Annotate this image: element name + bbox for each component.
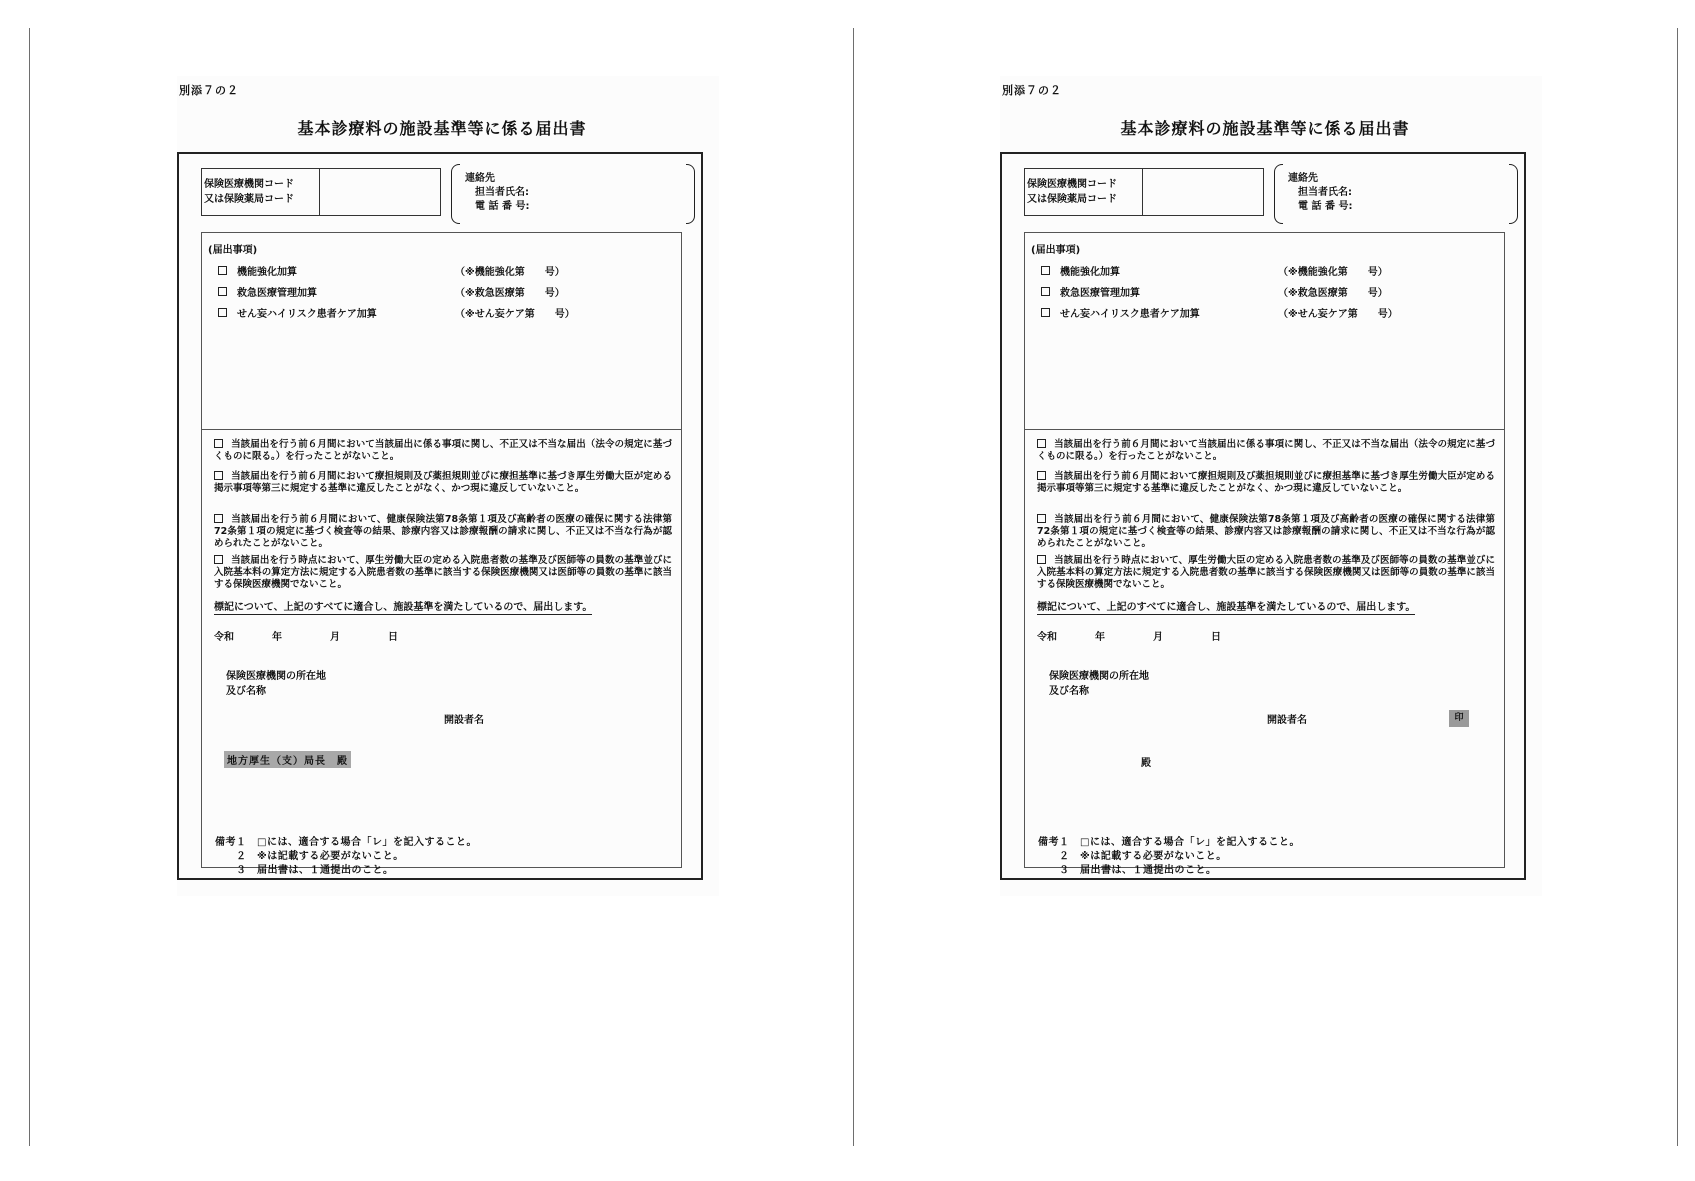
item-note: （※救急医療第 号） bbox=[1278, 288, 1388, 299]
item-name: 機能強化加算 bbox=[237, 267, 297, 278]
item-note: （※機能強化第 号） bbox=[1278, 267, 1388, 278]
item-name: 機能強化加算 bbox=[1060, 267, 1120, 278]
item-row bbox=[218, 263, 658, 278]
checkbox[interactable] bbox=[1037, 439, 1046, 448]
declaration: 当該届出を行う時点において、厚生労働大臣の定める入院患者数の基準及び医師等の員数の基準並びに入院基本料の算定方法に規定する入院患者数の基準に該当する保険医療機関又は医師等の員数の基準に該当する保険医療機関でないこと。 bbox=[214, 555, 672, 590]
item-note: （※せん妄ケア第 号） bbox=[1278, 309, 1398, 320]
page-title: 基本診療料の施設基準等に係る届出書 bbox=[1120, 119, 1410, 138]
checkbox[interactable] bbox=[214, 439, 223, 448]
bracket-right bbox=[686, 164, 695, 224]
institution-code-label: 保険医療機関コード 又は保険薬局コード bbox=[202, 169, 320, 215]
date-year: 年 bbox=[272, 632, 282, 643]
date-month: 月 bbox=[1153, 632, 1163, 643]
date-era: 令和 bbox=[214, 632, 234, 643]
remarks: 備考１ □には、適合する場合「レ」を記入すること。 ２ ※は記載する必要がないこと。 ３ 届出書は、１通提出のこと。 bbox=[215, 837, 477, 876]
institution-code-field[interactable] bbox=[1143, 169, 1263, 215]
form-frame bbox=[1000, 152, 1526, 880]
checkbox[interactable] bbox=[214, 471, 223, 480]
section-divider bbox=[202, 429, 681, 430]
declaration: 当該届出を行う前６月間において当該届出に係る事項に関し、不正又は不当な届出（法令の規定に基づくものに限る。）を行ったことがないこと。 bbox=[214, 439, 672, 462]
checkbox[interactable] bbox=[218, 287, 227, 296]
declaration: 当該届出を行う時点において、厚生労働大臣の定める入院患者数の基準及び医師等の員数の基準並びに入院基本料の算定方法に規定する入院患者数の基準に該当する保険医療機関又は医師等の員数の基準に該当する保険医療機関でないこと。 bbox=[1037, 555, 1495, 590]
seal-mark: 印 bbox=[1449, 710, 1469, 727]
founder-label: 開設者名 bbox=[444, 715, 484, 726]
addressee-label: 地方厚生（支）局長 殿 bbox=[224, 751, 351, 768]
item-name: 救急医療管理加算 bbox=[1060, 288, 1140, 299]
document-page-right bbox=[1000, 76, 1542, 896]
contact-phone: 電 話 番 号: bbox=[1298, 201, 1353, 212]
summary-statement: 標記について、上記のすべてに適合し、施設基準を満たしているので、届出します。 bbox=[214, 598, 592, 615]
checkbox[interactable] bbox=[214, 514, 223, 523]
founder-label: 開設者名 bbox=[1267, 715, 1307, 726]
checkbox[interactable] bbox=[218, 308, 227, 317]
attachment-ref: 別添７の２ bbox=[1002, 84, 1062, 97]
declaration: 当該届出を行う前６月間において当該届出に係る事項に関し、不正又は不当な届出（法令の規定に基づくものに限る。）を行ったことがないこと。 bbox=[1037, 439, 1495, 462]
item-note: （※機能強化第 号） bbox=[455, 267, 565, 278]
checkbox[interactable] bbox=[1037, 471, 1046, 480]
checkbox[interactable] bbox=[1037, 555, 1046, 564]
checkbox[interactable] bbox=[1041, 308, 1050, 317]
item-row bbox=[1041, 305, 1481, 320]
item-name: せん妄ハイリスク患者ケア加算 bbox=[237, 309, 377, 320]
item-name: せん妄ハイリスク患者ケア加算 bbox=[1060, 309, 1200, 320]
section-divider bbox=[1025, 429, 1504, 430]
declaration: 当該届出を行う前６月間において療担規則及び薬担規則並びに療担基準に基づき厚生労働大臣が定める掲示事項等第三に規定する基準に違反したことがなく、かつ現に違反していないこと。 bbox=[1037, 471, 1495, 494]
item-note: （※せん妄ケア第 号） bbox=[455, 309, 575, 320]
checkbox[interactable] bbox=[218, 266, 227, 275]
declaration: 当該届出を行う前６月間において療担規則及び薬担規則並びに療担基準に基づき厚生労働大臣が定める掲示事項等第三に規定する基準に違反したことがなく、かつ現に違反していないこと。 bbox=[214, 471, 672, 494]
bracket-left bbox=[1274, 164, 1283, 224]
item-note: （※救急医療第 号） bbox=[455, 288, 565, 299]
date-month: 月 bbox=[330, 632, 340, 643]
bracket-right bbox=[1509, 164, 1518, 224]
contact-phone: 電 話 番 号: bbox=[475, 201, 530, 212]
document-page-left bbox=[177, 76, 719, 896]
page-divider-right bbox=[1677, 28, 1678, 1146]
honorific-label: 殿 bbox=[1141, 758, 1151, 769]
notification-box bbox=[1024, 232, 1505, 868]
location-label: 保険医療機関の所在地 及び名称 bbox=[226, 671, 326, 697]
contact-person: 担当者氏名: bbox=[475, 187, 529, 198]
date-day: 日 bbox=[388, 632, 398, 643]
institution-code-box bbox=[201, 168, 441, 216]
attachment-ref: 別添７の２ bbox=[179, 84, 239, 97]
item-row bbox=[1041, 263, 1481, 278]
contact-heading: 連絡先 bbox=[465, 173, 495, 184]
form-frame bbox=[177, 152, 703, 880]
date-line bbox=[214, 628, 398, 643]
checkbox[interactable] bbox=[1041, 287, 1050, 296]
item-name: 救急医療管理加算 bbox=[237, 288, 317, 299]
contact-block bbox=[451, 164, 695, 224]
item-row bbox=[1041, 284, 1481, 299]
date-era: 令和 bbox=[1037, 632, 1057, 643]
declaration: 当該届出を行う前６月間において、健康保険法第78条第１項及び高齢者の医療の確保に関する法律第72条第１項の規定に基づく検査等の結果、診療内容又は診療報酬の請求に関し、不正又は不当な行為が認められたことがないこと。 bbox=[214, 514, 672, 549]
institution-code-label: 保険医療機関コード 又は保険薬局コード bbox=[1025, 169, 1143, 215]
page-divider-center bbox=[853, 28, 854, 1146]
location-label: 保険医療機関の所在地 及び名称 bbox=[1049, 671, 1149, 697]
notification-box bbox=[201, 232, 682, 868]
contact-person: 担当者氏名: bbox=[1298, 187, 1352, 198]
summary-statement: 標記について、上記のすべてに適合し、施設基準を満たしているので、届出します。 bbox=[1037, 598, 1415, 615]
item-row bbox=[218, 284, 658, 299]
contact-heading: 連絡先 bbox=[1288, 173, 1318, 184]
page-divider-left bbox=[29, 28, 30, 1146]
items-heading: (届出事項) bbox=[1031, 245, 1081, 256]
date-year: 年 bbox=[1095, 632, 1105, 643]
checkbox[interactable] bbox=[1041, 266, 1050, 275]
page-title: 基本診療料の施設基準等に係る届出書 bbox=[297, 119, 587, 138]
declaration: 当該届出を行う前６月間において、健康保険法第78条第１項及び高齢者の医療の確保に関する法律第72条第１項の規定に基づく検査等の結果、診療内容又は診療報酬の請求に関し、不正又は不当な行為が認められたことがないこと。 bbox=[1037, 514, 1495, 549]
date-line bbox=[1037, 628, 1221, 643]
bracket-left bbox=[451, 164, 460, 224]
date-day: 日 bbox=[1211, 632, 1221, 643]
institution-code-field[interactable] bbox=[320, 169, 440, 215]
items-heading: (届出事項) bbox=[208, 245, 258, 256]
contact-block bbox=[1274, 164, 1518, 224]
remarks: 備考１ □には、適合する場合「レ」を記入すること。 ２ ※は記載する必要がないこと。 ３ 届出書は、１通提出のこと。 bbox=[1038, 837, 1300, 876]
item-row bbox=[218, 305, 658, 320]
checkbox[interactable] bbox=[214, 555, 223, 564]
institution-code-box bbox=[1024, 168, 1264, 216]
checkbox[interactable] bbox=[1037, 514, 1046, 523]
